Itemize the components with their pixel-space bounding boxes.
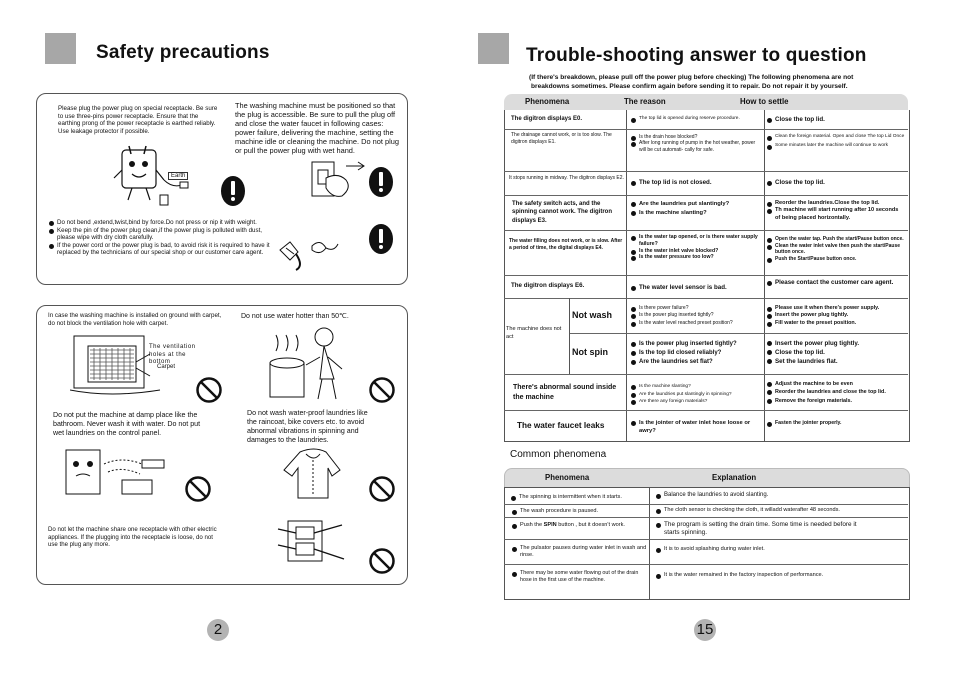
- plug-character-illustration: [112, 140, 202, 206]
- list-item: Are the laundries put slantingly in spinning?: [630, 391, 764, 399]
- cell-phenomena: Not spin: [572, 347, 608, 357]
- section-heading-common: Common phenomena: [510, 449, 607, 460]
- list-item: Are the laundries put slantingly?: [630, 200, 762, 209]
- list-item: Is the jointer of water inlet hose loose or awry?: [630, 419, 760, 435]
- carpet-label: Carpet: [157, 364, 176, 370]
- cell-reason: [630, 284, 727, 291]
- list-item: The wash procedure is paused.: [511, 508, 647, 514]
- list-item: Are there any foreign materials?: [630, 398, 764, 406]
- row-divider: [569, 333, 908, 334]
- cell-phenomena: There's abnormal sound inside the machine: [513, 384, 617, 401]
- hot-water-illustration: [262, 323, 362, 403]
- list-item: The water level sensor is bad.: [630, 284, 727, 291]
- list-item: The pulsator pauses during water inlet in wash and rinse.: [511, 545, 647, 559]
- list-item: Reorder the laundries.Close the top lid.: [766, 200, 904, 207]
- cell-settle: [766, 305, 906, 327]
- common-row: [511, 570, 647, 583]
- list-item: The top lid is opened during reserve procedure.: [630, 116, 762, 121]
- list-item: Some minutes later the machine will continue to work: [766, 143, 906, 149]
- list-item: Reorder the laundries and close the top lid.: [766, 388, 906, 396]
- list-item: The cloth sensor is checking the cloth, it willadd waterafter 48 seconds.: [655, 507, 905, 513]
- cell-settle: [766, 279, 904, 287]
- cell-reason: [630, 116, 762, 121]
- list-item: Is the water tap opened, or is there water supply failure?: [630, 234, 762, 248]
- page-title-safety: Safety precautions: [96, 42, 270, 63]
- list-item: Do not bend ,extend,twist,bind by force.Do not press or nip it with weight.: [48, 219, 278, 227]
- list-item: Is the top lid closed reliably?: [630, 349, 764, 358]
- cell-settle: [766, 236, 906, 262]
- shared-receptacle-text: Do not let the machine share one receptacle with other electric appliances. If the plugging into the receptacle is loose, do not use the plug any more.: [48, 526, 217, 549]
- phenomena-text: Push the: [520, 522, 544, 528]
- prohibition-icon: [369, 476, 395, 507]
- list-item: The top lid is not closed.: [630, 179, 712, 186]
- list-item: The spinning is intermittent when it starts.: [510, 494, 646, 500]
- cell-reason: [630, 234, 762, 261]
- cell-reason: [630, 134, 760, 153]
- prohibition-icon: [369, 377, 395, 408]
- list-item: Th machine will start running after 10 seconds of being placed horizontally.: [766, 207, 904, 222]
- cell-phenomena: The digitron displays E6.: [511, 282, 585, 289]
- row-divider: [504, 129, 908, 130]
- common-explanation: [655, 546, 905, 552]
- cell-reason: [630, 305, 764, 327]
- common-row: [511, 522, 647, 528]
- raincoat-illustration: [280, 446, 348, 502]
- earth-label: Earth: [168, 172, 188, 180]
- list-item: Is there power failure?: [630, 305, 764, 312]
- phenomena-text: button , but it doesn't work.: [556, 522, 625, 528]
- col-header-phenomena: Phenomena: [525, 97, 570, 106]
- common-explanation: [655, 492, 905, 498]
- list-item: Please use it when there's power supply.: [766, 305, 906, 312]
- cell-phenomena: Not wash: [572, 310, 613, 320]
- intro-line: breakdowns sometimes. Please confirm again before sending it to repair. Do not repair it by yourself.: [531, 83, 848, 90]
- list-item: After long running of pump in the hot weather, power will be cut automati- cally for safe.: [630, 140, 760, 153]
- col-header-explanation: Explanation: [712, 473, 757, 482]
- row-divider: [504, 171, 908, 172]
- col-header-phenomena: Phenomena: [545, 473, 590, 482]
- ventilation-label: The ventilation holes at the bottom: [149, 344, 196, 366]
- common-row: [511, 508, 647, 514]
- list-item: It is the water remained in the factory inspection of performance.: [655, 572, 905, 578]
- list-item: Insert the power plug tightly.: [766, 339, 906, 348]
- list-item: Is the machine slanting?: [630, 383, 764, 391]
- row-divider: [504, 230, 908, 231]
- exclamation-icon: [369, 224, 393, 254]
- prohibition-icon: [196, 377, 222, 408]
- list-item: Remove the foreign materials.: [766, 397, 906, 405]
- list-item: If the power cord or the power plug is bad, to avoid risk it is required to have it replaced by the technicians of our special shop or our customer care agent.: [48, 242, 278, 257]
- power-cord-bullets: [48, 219, 278, 257]
- cell-settle: [766, 380, 906, 405]
- prohibition-icon: [369, 548, 395, 579]
- cell-phenomena-group: The machine does not act: [506, 326, 562, 340]
- page-title-troubleshooting: Trouble-shooting answer to question: [526, 45, 867, 66]
- list-item: Fasten the jointer properly.: [766, 420, 842, 426]
- row-divider: [504, 564, 908, 565]
- cell-reason: [630, 179, 712, 186]
- damaged-cord-illustration: [276, 232, 342, 272]
- row-divider: [504, 410, 908, 411]
- waterproof-text: Do not wash water-proof laundries like the raincoat, bike covers etc. to avoid abnormal vibrations in spinning and damages to the laundries.: [247, 409, 368, 444]
- common-row: [510, 494, 646, 500]
- list-item: Set the laundries flat.: [766, 357, 906, 366]
- cell-reason: [630, 200, 762, 217]
- cell-settle: [766, 200, 904, 222]
- list-item: Clean the foreign material. Open and close The top Lid Once: [766, 134, 906, 140]
- cell-settle: [766, 116, 906, 123]
- list-item: Is the machine slanting?: [630, 209, 762, 218]
- hot-water-text: Do not use water hotter than 50℃.: [241, 313, 349, 320]
- cell-phenomena: The drainage cannot work, or is too slow. The digitron displays E1.: [511, 132, 612, 145]
- row-divider: [504, 374, 908, 375]
- cell-settle: [766, 420, 842, 426]
- cell-settle: [766, 134, 906, 150]
- common-explanation: [655, 521, 870, 537]
- list-item: Push the Start/Pause button once.: [766, 256, 906, 263]
- list-item: Is the water inlet valve blocked?: [630, 248, 762, 255]
- damp-place-text: Do not put the machine at damp place like the bathroom. Never wash it with water. Do not put wet laundries on the control panel.: [53, 411, 201, 437]
- list-item: [511, 522, 647, 528]
- row-divider: [504, 195, 908, 196]
- list-item: Is the water level reached preset position?: [630, 320, 764, 327]
- list-item: Are the laundries set flat?: [630, 358, 764, 367]
- pull-plug-illustration: [308, 158, 370, 210]
- list-item: There may be some water flowing out of the drain hose in the first use of the machine.: [511, 570, 647, 583]
- row-divider: [504, 275, 908, 276]
- row-divider: [504, 298, 908, 299]
- list-item: Balance the laundries to avoid slanting.: [655, 492, 905, 498]
- list-item: Insert the power plug tightly.: [766, 312, 906, 319]
- exclamation-icon: [221, 176, 245, 206]
- cell-phenomena: The water faucet leaks: [517, 421, 605, 430]
- cell-reason: [630, 340, 764, 366]
- cell-phenomena: It stops running in midway. The digitron displays E2.: [509, 175, 624, 181]
- list-item: The program is setting the drain time. Some time is needed before it starts spinning.: [655, 521, 870, 537]
- col-header-settle: How to settle: [740, 97, 789, 106]
- plug-receptacle-text: Please plug the power plug on special receptacle. Be sure to use three-pins power receptacle. Ensure that the earthing prong of the power receptacle is earthed reliably. Use leakage protector if possible.: [58, 105, 218, 135]
- col-header-reason: The reason: [624, 97, 666, 106]
- shared-receptacle-illustration: [272, 515, 352, 567]
- list-item: Close the top lid.: [766, 179, 825, 186]
- row-divider: [504, 504, 908, 505]
- intro-text: [529, 73, 899, 91]
- cell-phenomena: The digitron displays E0.: [511, 116, 583, 122]
- list-item: Is the power plug inserted tightly?: [630, 312, 764, 319]
- page-number: 2: [207, 619, 229, 641]
- list-item: Close the top lid.: [766, 116, 906, 123]
- cell-reason: [630, 383, 764, 406]
- section-square: [478, 33, 509, 64]
- list-item: Is the power plug inserted tightly?: [630, 340, 764, 349]
- list-item: Is the water pressure too low?: [630, 254, 762, 261]
- list-item: Fill water to the preset position.: [766, 320, 906, 327]
- list-item: Please contact the customer care agent.: [766, 279, 904, 287]
- list-item: Is the drain hose blocked?: [630, 134, 760, 140]
- list-item: Close the top lid.: [766, 348, 906, 357]
- damp-place-illustration: [62, 446, 172, 498]
- exclamation-icon: [369, 167, 393, 197]
- common-explanation: [655, 507, 905, 513]
- prohibition-icon: [185, 476, 211, 507]
- common-row: [511, 545, 647, 559]
- list-item: Clean the water inlet valve then push the start/Pause button once.: [766, 243, 906, 256]
- col-divider: [569, 298, 570, 374]
- page-number: 15: [694, 619, 716, 641]
- list-item: Open the water tap. Push the start/Pause button once.: [766, 236, 906, 243]
- spin-label: SPIN: [543, 522, 557, 528]
- cell-settle: [766, 339, 906, 367]
- cell-phenomena: The water filling does not work, or is slow. After a period of time, the digital displays E4.: [509, 238, 623, 251]
- intro-line: (If there's breakdown, please pull off the power plug before checking) The following phenomena are not: [529, 74, 854, 81]
- ventilation-text: In case the washing machine is installed on ground with carpet, do not block the ventilation hole with carpet.: [48, 312, 222, 327]
- list-item: Adjust the machine to be even: [766, 380, 906, 388]
- ventilation-illustration: [70, 332, 165, 402]
- cell-phenomena: The safety switch acts, and the spinning cannot work. The digitron displays E3.: [512, 201, 612, 224]
- plug-accessible-text: The washing machine must be positioned so that the plug is accessible. Be sure to pull the plug off and close the water faucet in following cases: power failure, delivering the machine, setting the machine idle or cleaning the machine. Do not plug or pull the power plug with wet hand.: [235, 101, 399, 155]
- list-item: It is to avoid splashing during water inlet.: [655, 546, 905, 552]
- row-divider: [504, 517, 908, 518]
- section-square: [45, 33, 76, 64]
- list-item: Keep the pin of the power plug clean,if the power plug is polluted with dust, please wipe with dry cloth carefully.: [48, 227, 278, 242]
- cell-reason: [630, 419, 760, 435]
- cell-settle: [766, 179, 825, 186]
- common-explanation: [655, 572, 905, 578]
- row-divider: [504, 539, 908, 540]
